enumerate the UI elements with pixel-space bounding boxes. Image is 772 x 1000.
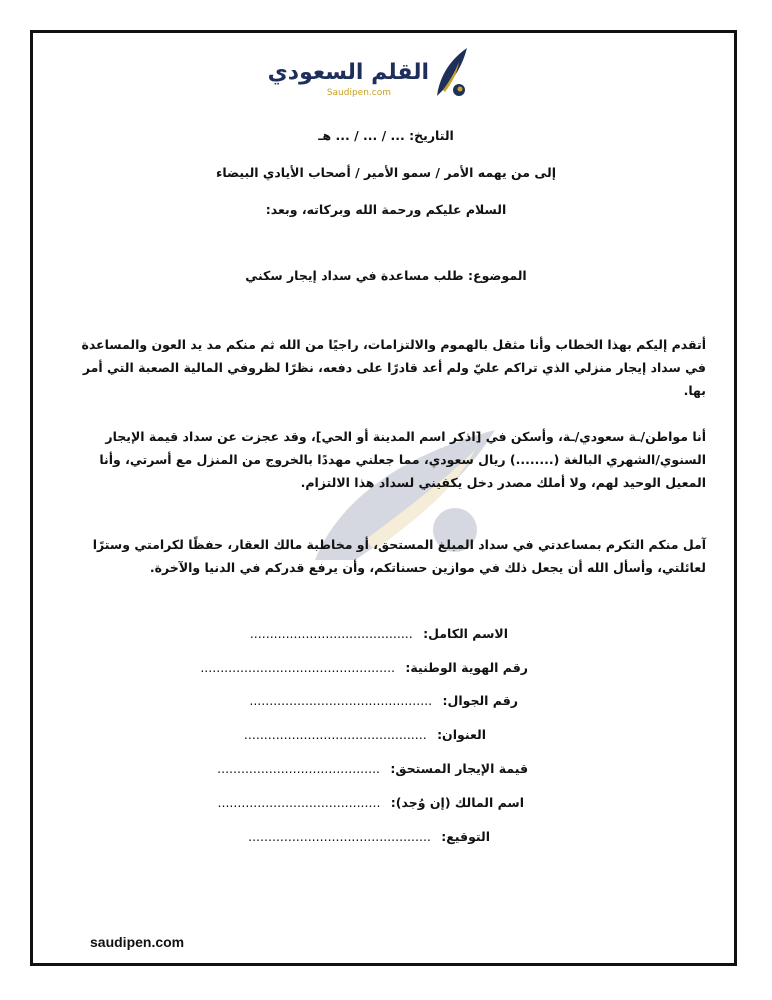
form-row-address xyxy=(244,727,486,742)
greeting-line: السلام عليكم ورحمة الله وبركاته، وبعد: xyxy=(265,202,507,217)
blank-owner-name: ......................................... xyxy=(217,795,381,810)
blank-full-name: ......................................... xyxy=(249,626,413,641)
label-mobile: رقم الجوال: xyxy=(442,693,518,708)
blank-mobile: .............................................. xyxy=(249,693,433,708)
blank-national-id: ................................................. xyxy=(200,660,396,675)
form-row-rent-due xyxy=(217,761,528,776)
label-address: العنوان: xyxy=(437,727,486,742)
pen-icon xyxy=(429,44,473,100)
label-full-name: الاسم الكامل: xyxy=(423,626,508,641)
body-paragraph-3: آمل منكم التكرم بمساعدتي في سداد المبلغ المستحق، أو مخاطبة مالك العقار، حفظًا لكرامتي وسترًا لعائلتي، وأسأل الله أن يجعل ذلك في موازين حسناتكم، وأن يرفع قدركم في الدنيا والآخرة. xyxy=(92,537,706,575)
body-paragraph-2: أنا مواطن/ـة سعودي/ـة، وأسكن في [اذكر اسم المدينة أو الحي]، وقد عجزت عن سداد قيمة الإيجار السنوي/الشهري البالغة (........) ريال سعودي، مما جعلني مهددًا بالخروج من المنزل مع أسرتي، وأنا المعيل الوحيد لهم، ولا أملك مصدر دخل يكفيني لسداد هذا الالتزام. xyxy=(99,429,706,490)
label-national-id: رقم الهوية الوطنية: xyxy=(405,660,528,675)
body-paragraph-1: أتقدم إليكم بهذا الخطاب وأنا مثقل بالهموم والالتزامات، راجيًا من الله ثم منكم مد يد العون والمساعدة في سداد إيجار منزلي الذي تراكم عليّ ولم أعد قادرًا على دفعه، نظرًا لظروفي المالية الصعبة التي أمر بها. xyxy=(81,337,706,398)
recipient-line: إلى من يهمه الأمر / سمو الأمير / أصحاب الأيادي البيضاء xyxy=(215,165,557,180)
logo-site: Saudipen.com xyxy=(326,88,391,98)
label-owner-name: اسم المالك (إن وُجد): xyxy=(390,795,524,810)
blank-signature: .............................................. xyxy=(248,829,431,844)
subject-line: الموضوع: طلب مساعدة في سداد إيجار سكني xyxy=(245,268,527,283)
form-row-full-name xyxy=(250,626,508,641)
blank-rent-due: ......................................... xyxy=(217,761,381,776)
form-row-signature xyxy=(248,829,490,844)
form-row-owner-name xyxy=(218,795,524,810)
label-rent-due: قيمة الإيجار المستحق: xyxy=(390,761,528,776)
label-signature: التوقيع: xyxy=(441,829,490,844)
logo-name: القلم السعودي xyxy=(267,60,429,85)
date-line: التاريخ: ... / ... / ... هـ xyxy=(318,128,454,143)
blank-address: .............................................. xyxy=(243,727,427,742)
brand-logo xyxy=(267,44,473,106)
form-row-national-id xyxy=(200,660,528,675)
footer-site: saudipen.com xyxy=(90,934,185,950)
form-row-mobile xyxy=(249,693,518,708)
